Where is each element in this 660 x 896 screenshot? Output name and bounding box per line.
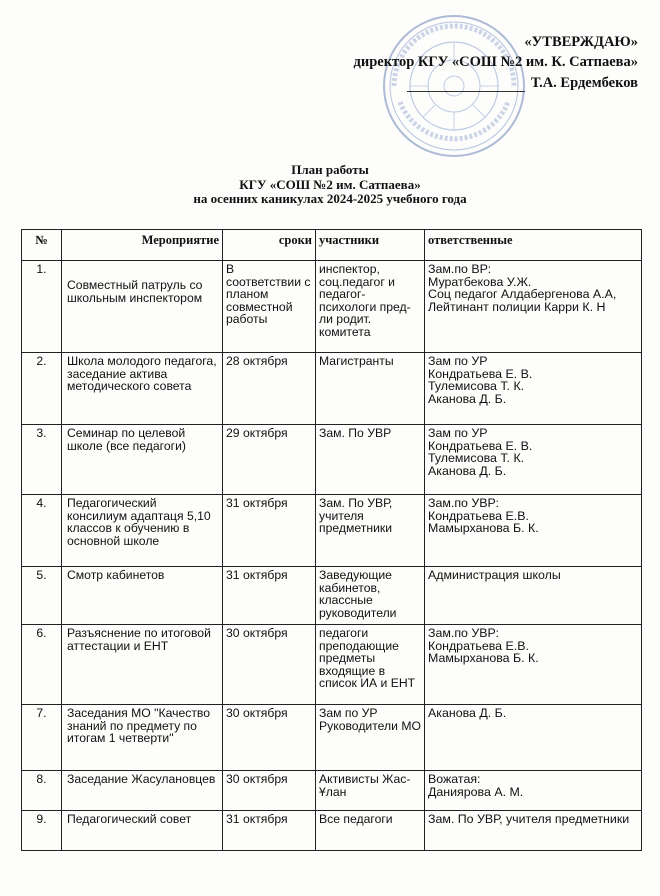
title-line-2: КГУ «СОШ №2 им. Сатпаева» [239, 176, 421, 192]
responsible-line: Даниярова А. М. [428, 784, 524, 799]
header-responsible: ответственные [425, 230, 642, 261]
responsible-line: Зам.по УВР: [428, 496, 499, 510]
row-responsible [425, 495, 642, 567]
row-responsible [425, 353, 642, 425]
table-row [22, 771, 642, 811]
title-line-3: на осенних каникулах 2024-2025 учебного года [193, 191, 467, 206]
responsible-line: Кондратьева Е.В. [428, 638, 529, 653]
row-date: В соответствии с планом совместной работы [223, 261, 316, 353]
row-responsible [425, 261, 642, 353]
row-participants: инспектор, соц.педагог и педагог-психологи пред-ли родит. комитета [316, 261, 425, 353]
row-event: Семинар по целевой школе (все педагоги) [62, 425, 223, 495]
responsible-line: Кондратьева Е.В. [428, 508, 529, 523]
row-number: 6. [22, 625, 62, 705]
row-responsible [425, 771, 642, 811]
table-row [22, 261, 642, 353]
header-event: Мероприятие [62, 230, 223, 261]
table-row [22, 567, 642, 625]
table-row [22, 425, 642, 495]
row-event: Совместный патруль со школьным инспектором [62, 261, 223, 353]
row-responsible [425, 425, 642, 495]
approval-heading: «УТВЕРЖДАЮ» [524, 34, 638, 50]
responsible-line: Зам. По УВР, учителя предметники [428, 812, 630, 826]
responsible-line: Зам по УР [428, 354, 488, 368]
row-participants: Зам. По УВР [316, 425, 425, 495]
row-event: Заседания МО "Качество знаний по предмету по итогам 1 четверти" [62, 705, 223, 771]
table-row [22, 353, 642, 425]
responsible-line: Тулемисова Т. К. [428, 451, 525, 466]
responsible-line: Вожатая: [428, 772, 481, 786]
row-participants: Зам. По УВР, учителя предметники [316, 495, 425, 567]
document-title [0, 163, 660, 207]
responsible-line: Мамырханова Б. К. [428, 651, 539, 666]
table-row [22, 811, 642, 851]
row-participants: Все педагоги [316, 811, 425, 851]
row-responsible [425, 567, 642, 625]
header-participants: участники [316, 230, 425, 261]
row-responsible [425, 811, 642, 851]
responsible-line: Зам по УР [428, 426, 488, 440]
row-number: 8. [22, 771, 62, 811]
table-row [22, 495, 642, 567]
row-date: 29 октября [223, 425, 316, 495]
responsible-line: Зам.по ВР: [428, 262, 492, 276]
activity-plan-table [21, 229, 642, 851]
row-date: 30 октября [223, 705, 316, 771]
row-number: 7. [22, 705, 62, 771]
approval-director-line: директор КГУ «СОШ №2 им. К. Сатпаева» [353, 54, 638, 70]
responsible-line: Соц педагог Алдабергенова А.А, [428, 287, 617, 302]
row-date: 30 октября [223, 625, 316, 705]
row-participants: педагоги преподающие предметы входящие в список ИА и ЕНТ [316, 625, 425, 705]
row-event: Заседание Жасулановцев [62, 771, 223, 811]
row-event: Разъяснение по итоговой аттестации и ЕНТ [62, 625, 223, 705]
signature-line [407, 79, 525, 92]
responsible-line: Администрация школы [428, 568, 561, 582]
approval-block [354, 34, 639, 92]
responsible-line: Тулемисова Т. К. [428, 379, 525, 394]
signature-row [354, 75, 639, 92]
row-date: 31 октября [223, 811, 316, 851]
row-participants: Магистранты [316, 353, 425, 425]
header-dates: сроки [223, 230, 316, 261]
row-number: 9. [22, 811, 62, 851]
row-date: 30 октября [223, 771, 316, 811]
responsible-line: Зам.по УВР: [428, 626, 499, 640]
row-participants: Активисты Жас-Ұлан [316, 771, 425, 811]
row-participants: Заведующие кабинетов, классные руководители [316, 567, 425, 625]
header-number: № [22, 230, 62, 261]
row-number: 3. [22, 425, 62, 495]
table-row [22, 705, 642, 771]
row-event: Школа молодого педагога, заседание актива методического совета [62, 353, 223, 425]
row-number: 1. [22, 261, 62, 353]
row-date: 31 октября [223, 495, 316, 567]
row-date: 31 октября [223, 567, 316, 625]
row-participants: Зам по УР Руководители МО [316, 705, 425, 771]
responsible-line: Муратбекова У.Ж. [428, 274, 532, 289]
row-date: 28 октября [223, 353, 316, 425]
responsible-line: Кондратьева Е. В. [428, 438, 533, 453]
row-event: Смотр кабинетов [62, 567, 223, 625]
responsible-line: Аканова Д. Б. [428, 391, 507, 406]
responsible-line: Мамырханова Б. К. [428, 521, 539, 536]
row-responsible [425, 705, 642, 771]
responsible-line: Аканова Д. Б. [428, 463, 507, 478]
responsible-line: Кондратьева Е. В. [428, 366, 533, 381]
table-body [22, 261, 642, 851]
responsible-line: Лейтинант полиции Карри К. Н [428, 299, 606, 314]
director-name: Т.А. Ердембеков [530, 75, 638, 91]
row-responsible [425, 625, 642, 705]
row-number: 2. [22, 353, 62, 425]
table-row [22, 625, 642, 705]
row-event: Педагогический консилиум адаптаця 5,10 классов к обучению в основной школе [62, 495, 223, 567]
row-event: Педагогический совет [62, 811, 223, 851]
table-header-row [22, 230, 642, 261]
responsible-line: Аканова Д. Б. [428, 706, 507, 720]
row-number: 5. [22, 567, 62, 625]
row-number: 4. [22, 495, 62, 567]
title-line-1: План работы [291, 162, 369, 177]
